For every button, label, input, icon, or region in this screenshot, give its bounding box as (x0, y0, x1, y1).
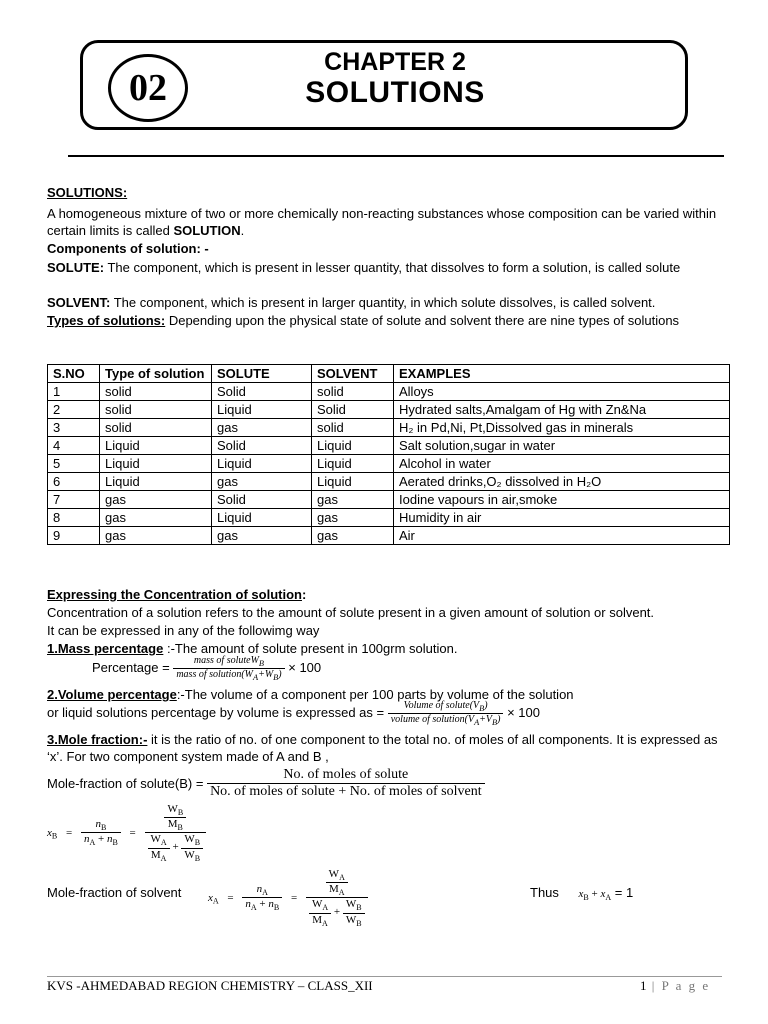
cell: 1 (48, 383, 100, 401)
cell: Liquid (100, 473, 212, 491)
cell: Solid (212, 491, 312, 509)
cell: Iodine vapours in air,smoke (394, 491, 730, 509)
table-row (48, 455, 730, 473)
cell: 2 (48, 401, 100, 419)
volume-fraction: $\frac{Volume of solute(V_B)}{volume of solution(V_A+V_B)}$ (388, 700, 504, 727)
cell: 6 (48, 473, 100, 491)
footer-text: KVS -AHMEDABAD REGION CHEMISTRY – CLASS_XII (47, 978, 373, 993)
cell: Solid (212, 383, 312, 401)
cell: Solid (312, 401, 394, 419)
chapter-title: SOLUTIONS (305, 76, 485, 109)
cell: 4 (48, 437, 100, 455)
page-number: 1 (640, 978, 647, 993)
header-sno: S.NO (48, 365, 100, 383)
concentration-line-1: Concentration of a solution refers to the amount of solute present in a given amount of solution or solvent. (47, 605, 655, 620)
cell: gas (212, 473, 312, 491)
cell: 9 (48, 527, 100, 545)
cell: gas (212, 527, 312, 545)
table-row (48, 527, 730, 545)
cell: solid (100, 419, 212, 437)
cell: Humidity in air (394, 509, 730, 527)
cell: gas (312, 527, 394, 545)
table-row (48, 401, 730, 419)
cell: Air (394, 527, 730, 545)
table-row (48, 473, 730, 491)
cell: 8 (48, 509, 100, 527)
table-row (48, 437, 730, 455)
mole-fraction-solute-formula: Mole-fraction of solute(B) = $\frac{\text{No. of moles of solute}}{\text{No. of moles of solute + No. of moles of solvent}}$ (47, 767, 485, 800)
cell: Liquid (212, 509, 312, 527)
chapter-number-badge: 02 (108, 54, 188, 122)
types-of-solutions: Types of solutions: Depending upon the physical state of solute and solvent there are nine types of solutions (47, 313, 680, 328)
cell: solid (312, 383, 394, 401)
cell: 7 (48, 491, 100, 509)
cell: Hydrated salts,Amalgam of Hg with Zn&Na (394, 401, 730, 419)
volume-percentage-definition: 2.Volume percentage:-The volume of a component per 100 parts by volume of the solution (47, 687, 574, 702)
cell: Alloys (394, 383, 730, 401)
cell: 3 (48, 419, 100, 437)
cell: 5 (48, 455, 100, 473)
solute-definition: SOLUTE: The component, which is present in lesser quantity, that dissolves to form a solution, is called solute (47, 260, 681, 275)
solution-types-table (47, 364, 730, 545)
cell: solid (100, 383, 212, 401)
cell: Liquid (212, 455, 312, 473)
table-row (48, 383, 730, 401)
cell: Alcohol in water (394, 455, 730, 473)
cell: gas (312, 509, 394, 527)
header-divider (68, 155, 724, 157)
xb-expression: $x_B$ = $\frac{n_B}{n_A + n_B}$ = $\frac{W_B}{M_B}$ $\frac{W_A}{M_A}$ + $\frac{W_B}{W_B}$ (47, 803, 206, 863)
header-type: Type of solution (100, 365, 212, 383)
chapter-label: CHAPTER 2 (324, 48, 466, 76)
header-solvent: SOLVENT (312, 365, 394, 383)
header-solute: SOLUTE (212, 365, 312, 383)
table-header-row (48, 365, 730, 383)
table-row (48, 419, 730, 437)
cell: solid (312, 419, 394, 437)
mass-percentage-formula: Percentage = $\frac{mass of soluteW_B}{mass of solution(W_A+W_B)}$ × 100 (92, 655, 322, 682)
cell: Solid (212, 437, 312, 455)
solution-definition: A homogeneous mixture of two or more chemically non-reacting substances whose composition can be varied within certain limits is called SOLUTION. (47, 206, 717, 238)
cell: Liquid (312, 437, 394, 455)
table-row (48, 491, 730, 509)
mole-fraction-words: $\frac{\text{No. of moles of solute}}{\text{No. of moles of solute + No. of moles of solvent}}$ (207, 767, 485, 800)
cell: solid (100, 401, 212, 419)
mass-fraction: $\frac{mass of soluteW_B}{mass of solution(W_A+W_B)}$ (173, 655, 284, 682)
mole-fraction-solvent-label: Mole-fraction of solvent (47, 885, 182, 900)
cell: Liquid (100, 437, 212, 455)
solvent-definition: SOLVENT: The component, which is present in larger quantity, in which solute dissolves, is called solvent. (47, 295, 656, 310)
cell: Liquid (100, 455, 212, 473)
mass-percentage-definition: 1.Mass percentage :-The amount of solute present in 100grm solution. (47, 641, 458, 656)
components-heading: Components of solution: - (47, 241, 209, 256)
cell: Liquid (312, 455, 394, 473)
footer-divider (47, 976, 722, 977)
mole-fraction-definition: 3.Mole fraction:- it is the ratio of no. of one component to the total no. of moles of all components. It is expressed as ‘x’. For two component system made of A and B , (47, 732, 718, 764)
cell: gas (100, 527, 212, 545)
cell: Salt solution,sugar in water (394, 437, 730, 455)
cell: Liquid (212, 401, 312, 419)
concentration-line-2: It can be expressed in any of the followimg way (47, 623, 320, 638)
page-label: | P a g e (646, 978, 711, 993)
cell: gas (312, 491, 394, 509)
header-examples: EXAMPLES (394, 365, 730, 383)
cell: H₂ in Pd,Ni, Pt,Dissolved gas in minerals (394, 419, 730, 437)
cell: Liquid (312, 473, 394, 491)
concentration-heading: Expressing the Concentration of solution: (47, 587, 307, 602)
volume-percentage-formula: or liquid solutions percentage by volume is expressed as = $\frac{Volume of solute(V_B)}{volume of solution(V_A+V_B)}$ × 100 (47, 700, 540, 727)
cell: gas (100, 491, 212, 509)
cell: Aerated drinks,O₂ dissolved in H₂O (394, 473, 730, 491)
xa-expression: $x_A$ = $\frac{n_A}{n_A + n_B}$ = $\frac{W_A}{M_A}$ $\frac{W_A}{M_A}$ + $\frac{W_B}{W_B}$ (208, 868, 368, 928)
solutions-heading: SOLUTIONS: (47, 185, 128, 200)
table-row (48, 509, 730, 527)
page-indicator (640, 978, 710, 994)
cell: gas (100, 509, 212, 527)
mole-fraction-sum: Thus $x_B + x_A = 1$ (530, 885, 634, 903)
cell: gas (212, 419, 312, 437)
